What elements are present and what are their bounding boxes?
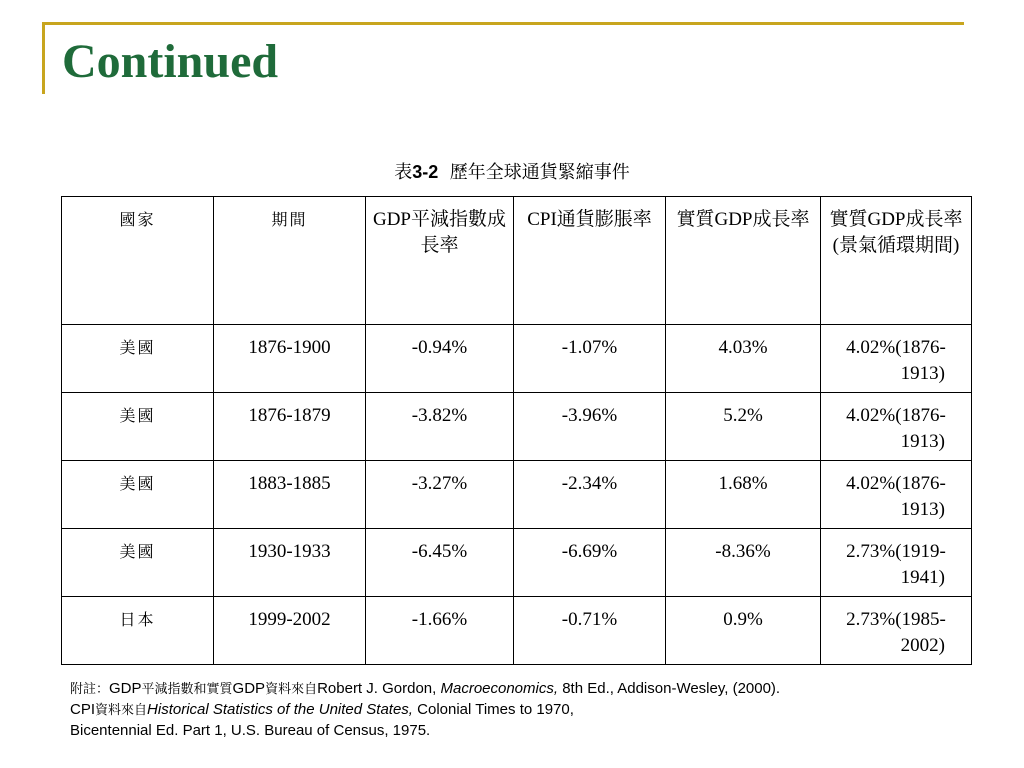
cell-real-gdp-cycle — [821, 461, 972, 529]
footnote-text: GDP — [109, 680, 142, 697]
footnote-line-3: Bicentennial Ed. Part 1, U.S. Bureau of Census, 1975. — [70, 722, 431, 739]
footnote-text: 資料來自 — [265, 682, 318, 697]
caption-text: 歷年全球通貨緊縮事件 — [449, 162, 630, 183]
footnote-author: Robert J. Gordon, — [317, 680, 441, 697]
cycle-value: 2.73%(1919- — [846, 541, 946, 562]
cell-country: 日本 — [62, 597, 214, 665]
slide-title: Continued — [62, 35, 279, 88]
cycle-value: 4.02%(1876- — [846, 473, 946, 494]
header-country: 國家 — [62, 197, 214, 325]
cell-period: 1883-1885 — [214, 461, 366, 529]
table-row — [62, 597, 972, 665]
table-row — [62, 393, 972, 461]
cell-cpi: -2.34% — [514, 461, 666, 529]
cell-period: 1876-1900 — [214, 325, 366, 393]
footnote-line-1 — [70, 679, 1010, 700]
cell-real-gdp: 5.2% — [666, 393, 821, 461]
cell-country: 美國 — [62, 461, 214, 529]
footnote-text: CPI — [70, 701, 96, 718]
header-cpi: CPI通貨膨脹率 — [514, 197, 666, 325]
cell-gdp-deflator: -0.94% — [366, 325, 514, 393]
cell-gdp-deflator: -1.66% — [366, 597, 514, 665]
cell-real-gdp: 0.9% — [666, 597, 821, 665]
cell-period: 1876-1879 — [214, 393, 366, 461]
cell-cpi: -0.71% — [514, 597, 666, 665]
deflation-table — [61, 196, 972, 665]
cycle-end: 1913) — [900, 363, 945, 384]
cell-gdp-deflator: -3.82% — [366, 393, 514, 461]
header-real-gdp-cycle: 實質GDP成長率(景氣循環期間) — [821, 197, 972, 325]
table-row — [62, 529, 972, 597]
table-header-row — [62, 197, 972, 325]
caption-prefix: 表 — [394, 162, 413, 183]
cell-cpi: -3.96% — [514, 393, 666, 461]
cell-gdp-deflator: -3.27% — [366, 461, 514, 529]
header-gdp-deflator: GDP平減指數成長率 — [366, 197, 514, 325]
cycle-end: 2002) — [900, 635, 945, 656]
header-real-gdp: 實質GDP成長率 — [666, 197, 821, 325]
table-row — [62, 461, 972, 529]
footnote-line-2 — [70, 700, 1010, 721]
footnote-text: GDP — [232, 680, 266, 697]
cell-cpi: -1.07% — [514, 325, 666, 393]
cell-real-gdp-cycle — [821, 529, 972, 597]
footnote-text: 平減指數和實質 — [141, 682, 233, 697]
cell-real-gdp-cycle — [821, 393, 972, 461]
footnote-source-title: Historical Statistics of the United States, — [147, 701, 413, 718]
cell-real-gdp-cycle — [821, 597, 972, 665]
cycle-value: 4.02%(1876- — [846, 405, 946, 426]
cell-real-gdp-cycle — [821, 325, 972, 393]
footnote-book-title: Macroeconomics, — [440, 680, 559, 697]
cycle-value: 4.02%(1876- — [846, 337, 946, 358]
cell-real-gdp: 1.68% — [666, 461, 821, 529]
cell-real-gdp: 4.03% — [666, 325, 821, 393]
footnote-text: 資料來自 — [95, 703, 148, 718]
footnote-text: Colonial Times to 1970, — [412, 701, 574, 718]
cycle-end: 1913) — [900, 431, 945, 452]
caption-number: 3-2 — [412, 162, 439, 182]
cell-period: 1930-1933 — [214, 529, 366, 597]
cell-cpi: -6.69% — [514, 529, 666, 597]
top-accent-line — [42, 22, 964, 25]
cycle-end: 1941) — [900, 567, 945, 588]
header-period: 期間 — [214, 197, 366, 325]
left-accent-line — [42, 22, 45, 94]
cycle-value: 2.73%(1985- — [846, 609, 946, 630]
cell-country: 美國 — [62, 529, 214, 597]
footnote-publisher: 8th Ed., Addison-Wesley, (2000). — [558, 680, 781, 697]
cycle-end: 1913) — [900, 499, 945, 520]
footnote-label: 附註： — [70, 682, 110, 697]
cell-gdp-deflator: -6.45% — [366, 529, 514, 597]
cell-country: 美國 — [62, 393, 214, 461]
footnote — [70, 679, 1010, 741]
cell-country: 美國 — [62, 325, 214, 393]
cell-real-gdp: -8.36% — [666, 529, 821, 597]
table-row — [62, 325, 972, 393]
cell-period: 1999-2002 — [214, 597, 366, 665]
table-caption — [0, 158, 1024, 184]
